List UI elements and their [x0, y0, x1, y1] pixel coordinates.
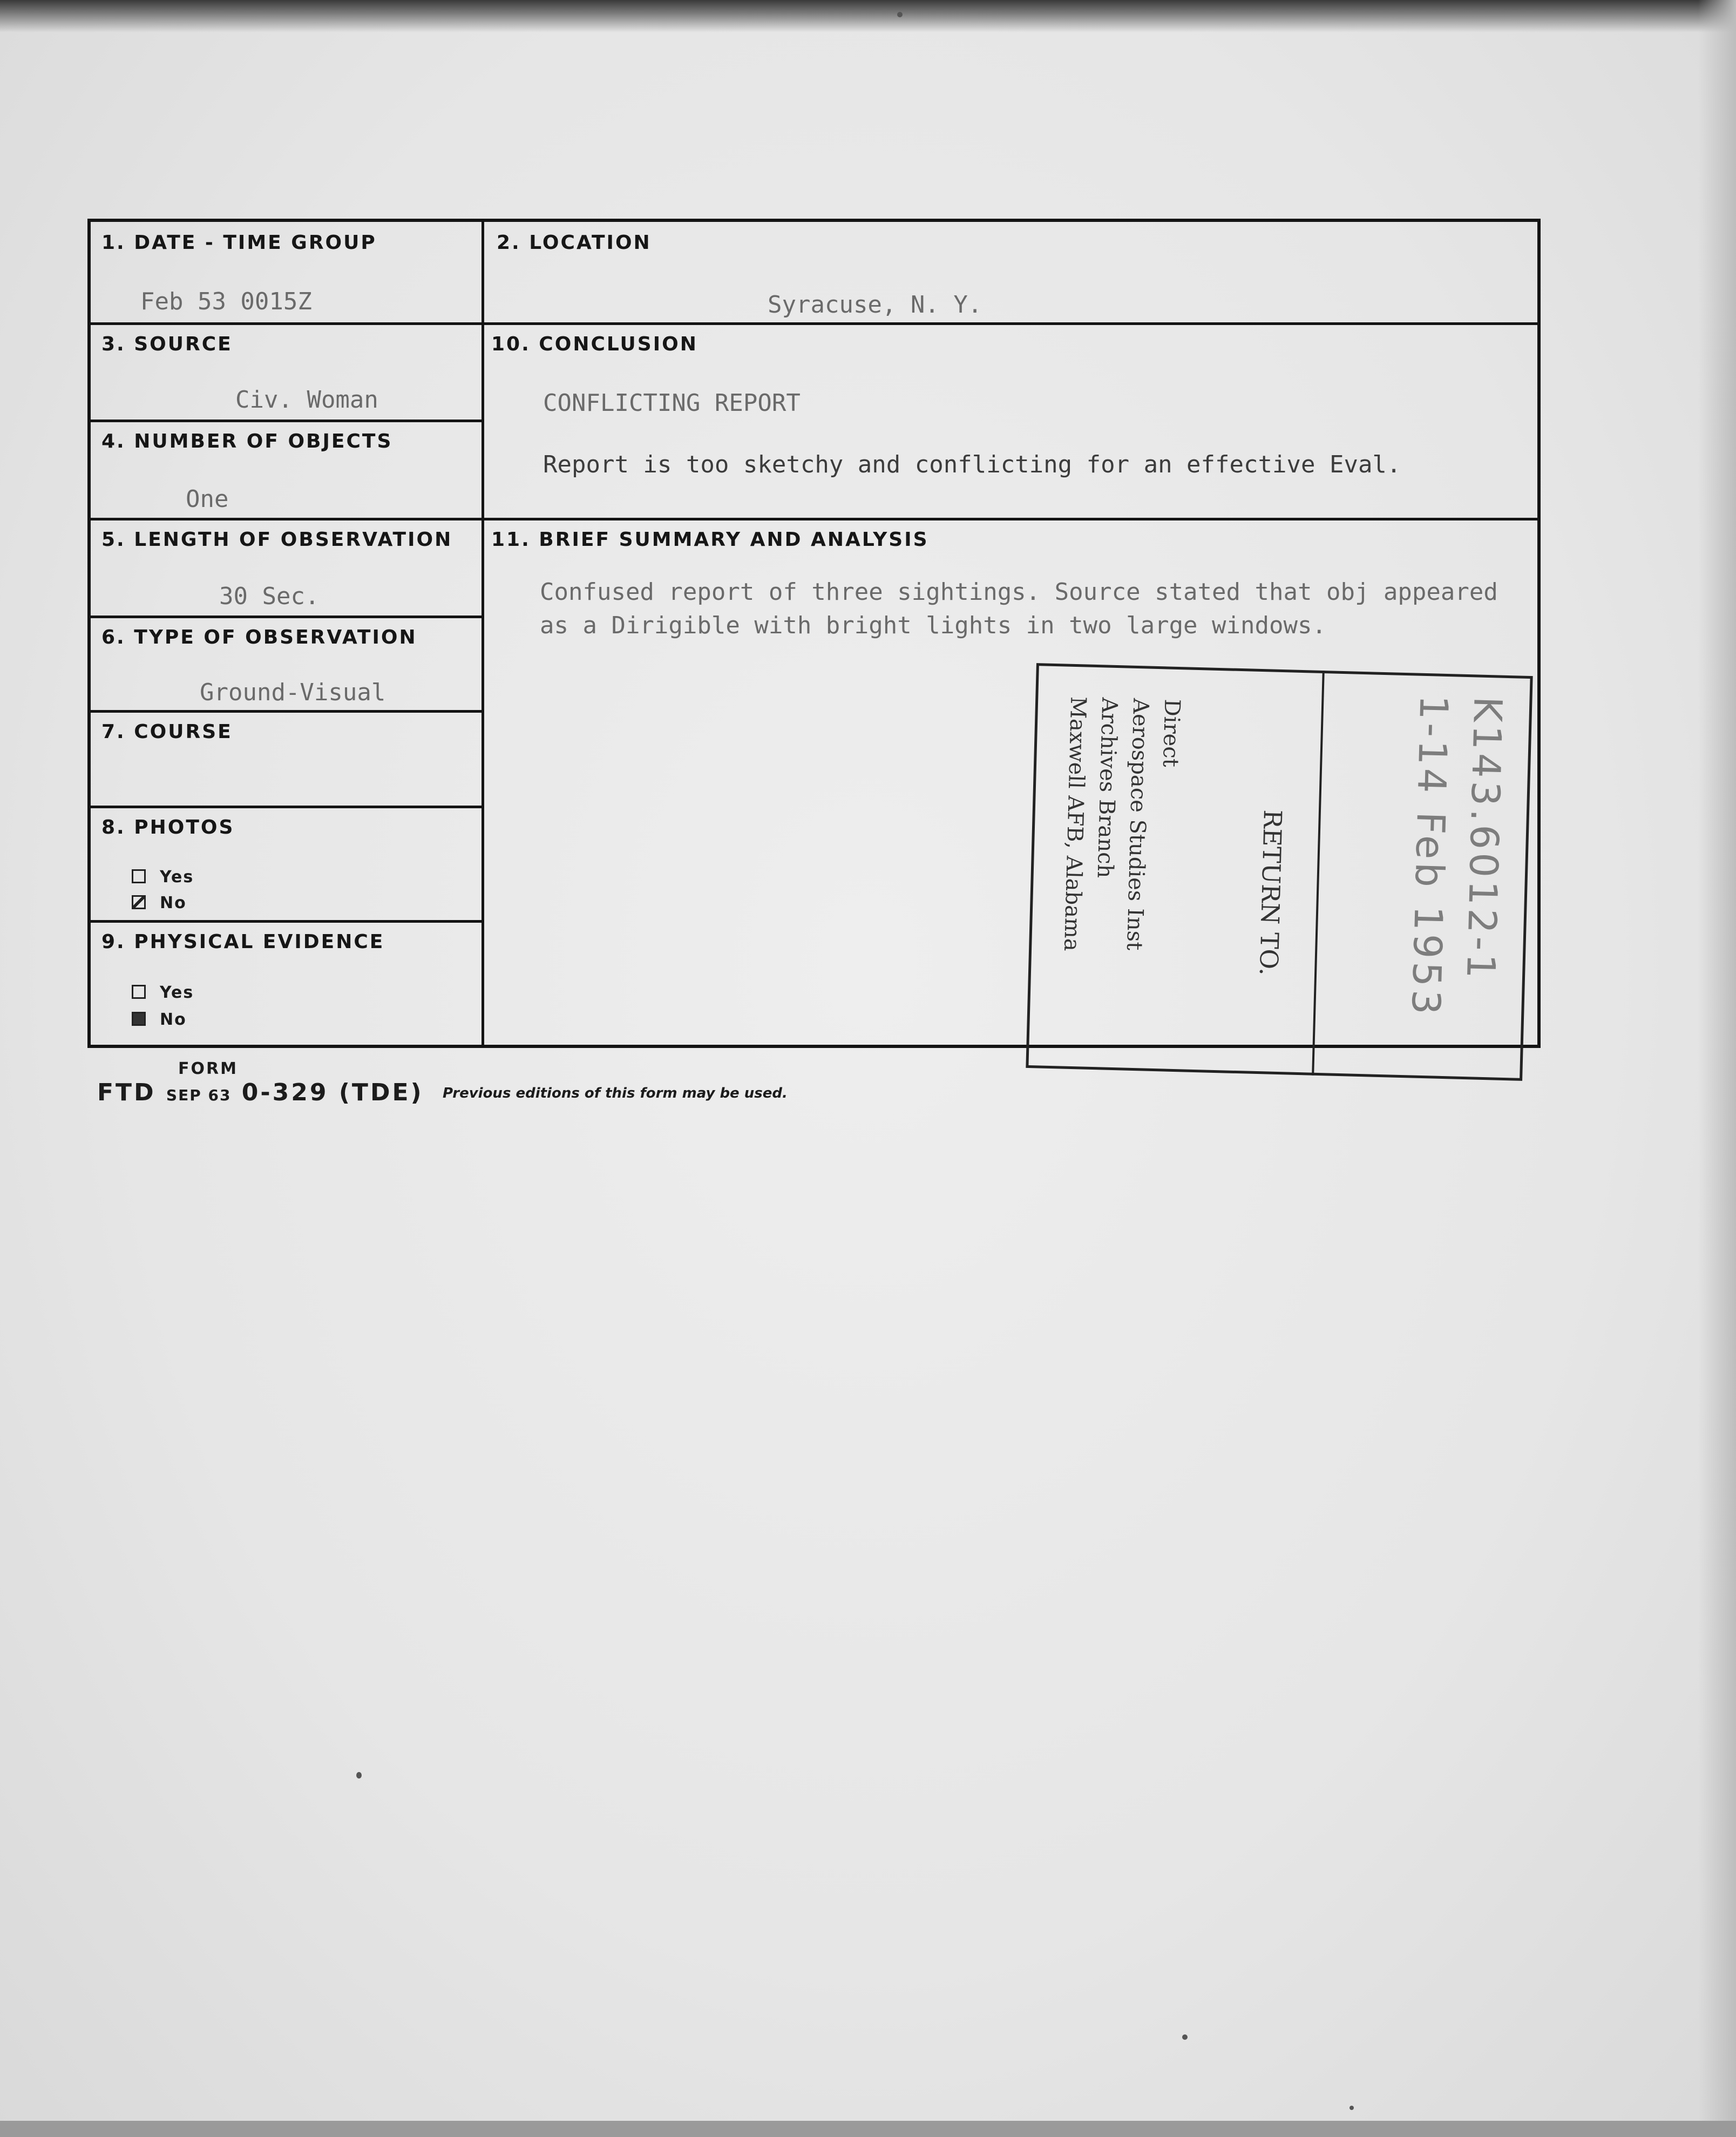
scan-edge-right — [1698, 0, 1736, 2137]
length-of-observation-value: 30 Sec. — [219, 583, 320, 610]
stamp-line-1: Direct — [1158, 699, 1185, 768]
stamp-return-to: RETURN TO. — [1253, 809, 1288, 976]
row-divider — [91, 616, 482, 618]
footer-number: 0-329 (TDE) — [241, 1079, 424, 1106]
location-label: 2. LOCATION — [497, 232, 652, 254]
number-of-objects-label: 4. NUMBER OF OBJECTS — [101, 430, 393, 452]
row-divider — [91, 920, 482, 923]
number-of-objects-value: One — [186, 485, 229, 513]
photos-yes-option: Yes — [132, 868, 194, 887]
source-label: 3. SOURCE — [101, 333, 233, 355]
conclusion-text: Report is too sketchy and conflicting for an effective Eval. — [543, 451, 1401, 478]
footer-form-number — [97, 1079, 424, 1106]
scan-speck — [897, 12, 903, 17]
physical-evidence-no-checkbox-checked — [132, 1012, 146, 1026]
conclusion-label: 10. CONCLUSION — [491, 333, 698, 355]
scan-speck — [1350, 2106, 1354, 2110]
type-of-observation-value: Ground-Visual — [200, 679, 386, 706]
footer-note: Previous editions of this form may be used. — [443, 1085, 788, 1101]
footer-form-word: FORM — [178, 1059, 238, 1078]
stamp-line-3: Archives Branch — [1092, 697, 1122, 878]
row-divider — [91, 710, 482, 713]
row-divider — [91, 322, 1541, 325]
physical-evidence-no-option: No — [132, 1010, 187, 1029]
photos-no-option: No — [132, 894, 187, 912]
date-time-value: Feb 53 0015Z — [140, 288, 312, 315]
scan-speck — [1182, 2034, 1188, 2040]
physical-evidence-yes-option: Yes — [132, 983, 194, 1002]
scan-edge-top — [0, 0, 1736, 32]
stamp-line-4: Maxwell AFB, Alabama — [1059, 696, 1091, 952]
photos-label: 8. PHOTOS — [101, 816, 235, 838]
location-value: Syracuse, N. Y. — [768, 291, 982, 319]
row-divider — [91, 806, 482, 808]
date-time-label: 1. DATE - TIME GROUP — [101, 232, 377, 254]
column-divider — [482, 222, 484, 1048]
stamp-handwritten-date: 1-14 Feb 1953 — [1403, 694, 1457, 1019]
type-of-observation-label: 6. TYPE OF OBSERVATION — [101, 626, 417, 648]
summary-text: Confused report of three sightings. Source stated that obj appeared as a Dirigible with bright lights in two large windows. — [540, 578, 1498, 639]
physical-evidence-yes-checkbox — [132, 985, 146, 999]
summary-label: 11. BRIEF SUMMARY AND ANALYSIS — [491, 529, 929, 551]
row-divider — [91, 518, 1541, 520]
conclusion-heading: CONFLICTING REPORT — [543, 389, 801, 417]
photos-yes-checkbox — [132, 869, 146, 883]
footer-ftd: FTD — [97, 1079, 156, 1106]
stamp-line-2: Aerospace Studies Inst — [1122, 698, 1154, 951]
return-to-stamp — [1026, 663, 1532, 1081]
course-label: 7. COURSE — [101, 721, 233, 743]
photos-no-checkbox-checked — [132, 895, 146, 909]
scan-speck — [356, 1772, 362, 1778]
footer-date: SEP 63 — [166, 1086, 232, 1104]
physical-evidence-label: 9. PHYSICAL EVIDENCE — [101, 931, 385, 953]
row-divider — [91, 420, 482, 422]
length-of-observation-label: 5. LENGTH OF OBSERVATION — [101, 529, 453, 551]
stamp-handwritten-catalog: K143.6012-1 — [1457, 695, 1511, 983]
scan-edge-bottom — [0, 2121, 1736, 2137]
source-value: Civ. Woman — [235, 386, 378, 414]
